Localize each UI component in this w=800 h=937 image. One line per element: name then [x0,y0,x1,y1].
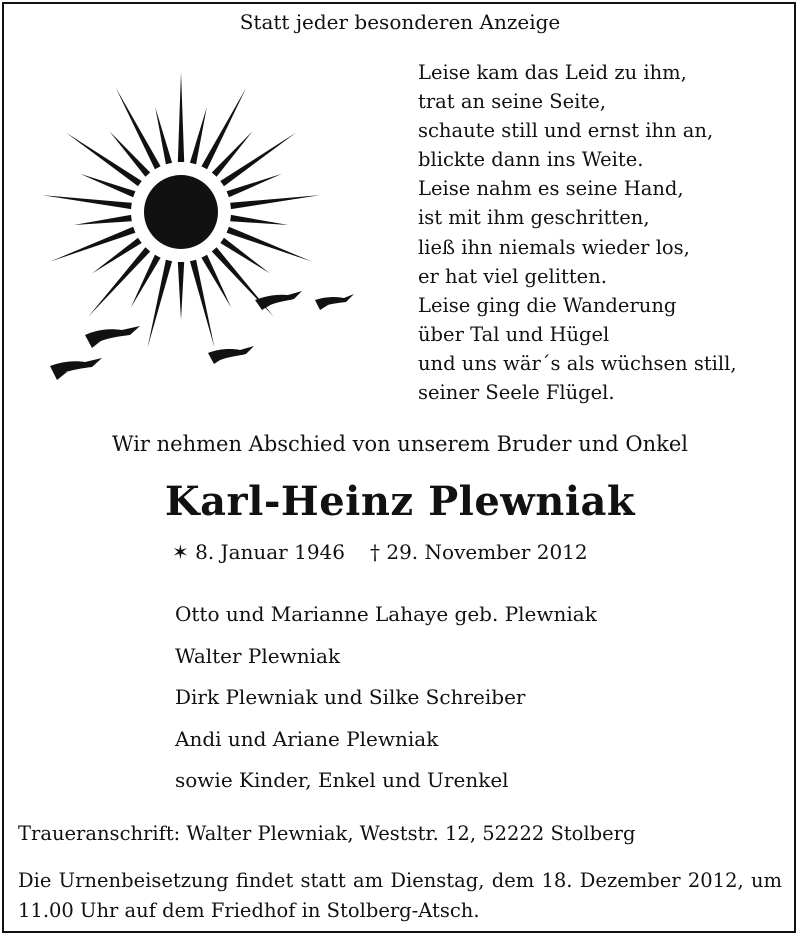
poem-line: Leise ging die Wanderung [418,293,677,317]
sun-ray [230,215,288,225]
birth-date: ✶ 8. Januar 1946 [172,540,345,564]
mourner: Walter Plewniak [175,643,341,668]
sun-ray [66,133,142,187]
sun-ray [50,227,135,262]
poem-line: ist mit ihm geschritten, [418,206,650,230]
mourner: Otto und Marianne Lahaye geb. Plewniak [175,602,597,626]
sun-ray [230,195,320,209]
poem-line: Leise kam das Leid zu ihm, [418,61,687,84]
poem [418,58,737,407]
poem-line: seiner Seele Flügel. [418,381,615,405]
sun-ray [74,215,132,225]
poem-line: schaute still und ernst ihn an, [418,119,714,143]
poem-line: und uns wär´s als wüchsen still, [418,351,737,375]
sun-ray [178,262,184,320]
sun-ray [227,227,312,262]
header-text: Statt jeder besonderen Anzeige [239,10,561,34]
mourners-list [175,594,597,802]
mourner: sowie Kinder, Enkel und Urenkel [175,768,509,792]
burial-info: Die Urnenbeisetzung findet statt am Dienstag, dem 18. Dezember 2012, um 11.00 Uhr auf dem Friedhof in Stolberg-Atsch. [18,869,782,922]
sun-ray [190,107,207,164]
sun-ray [116,88,161,169]
farewell-text: Wir nehmen Abschied von unserem Bruder und Onkel [112,432,688,456]
life-dates [172,540,588,564]
mourning-address: Traueranschrift: Walter Plewniak, Weststr. 12, 52222 Stolberg [18,822,636,845]
deceased-name: Karl-Heinz Plewniak [164,478,636,525]
poem-line: ließ ihn niemals wieder los, [418,235,690,259]
poem-line: er hat viel gelitten. [418,264,607,288]
sun-ray [178,72,184,162]
poem-line: Leise nahm es seine Hand, [418,177,684,201]
poem-line: über Tal und Hügel [418,322,610,346]
sun-ray [201,88,246,169]
sun-ray [220,133,296,187]
mourner: Andi und Ariane Plewniak [175,726,439,751]
mourner: Dirk Plewniak und Silke Schreiber [175,685,526,709]
sun-ray [155,107,172,164]
sun-ray [88,247,150,316]
poem-line: blickte dann ins Weite. [418,148,644,172]
sun-with-birds-icon [40,60,360,390]
sun-ray [42,195,132,209]
death-date: † 29. November 2012 [370,540,588,564]
poem-line: trat an seine Seite, [418,90,606,114]
